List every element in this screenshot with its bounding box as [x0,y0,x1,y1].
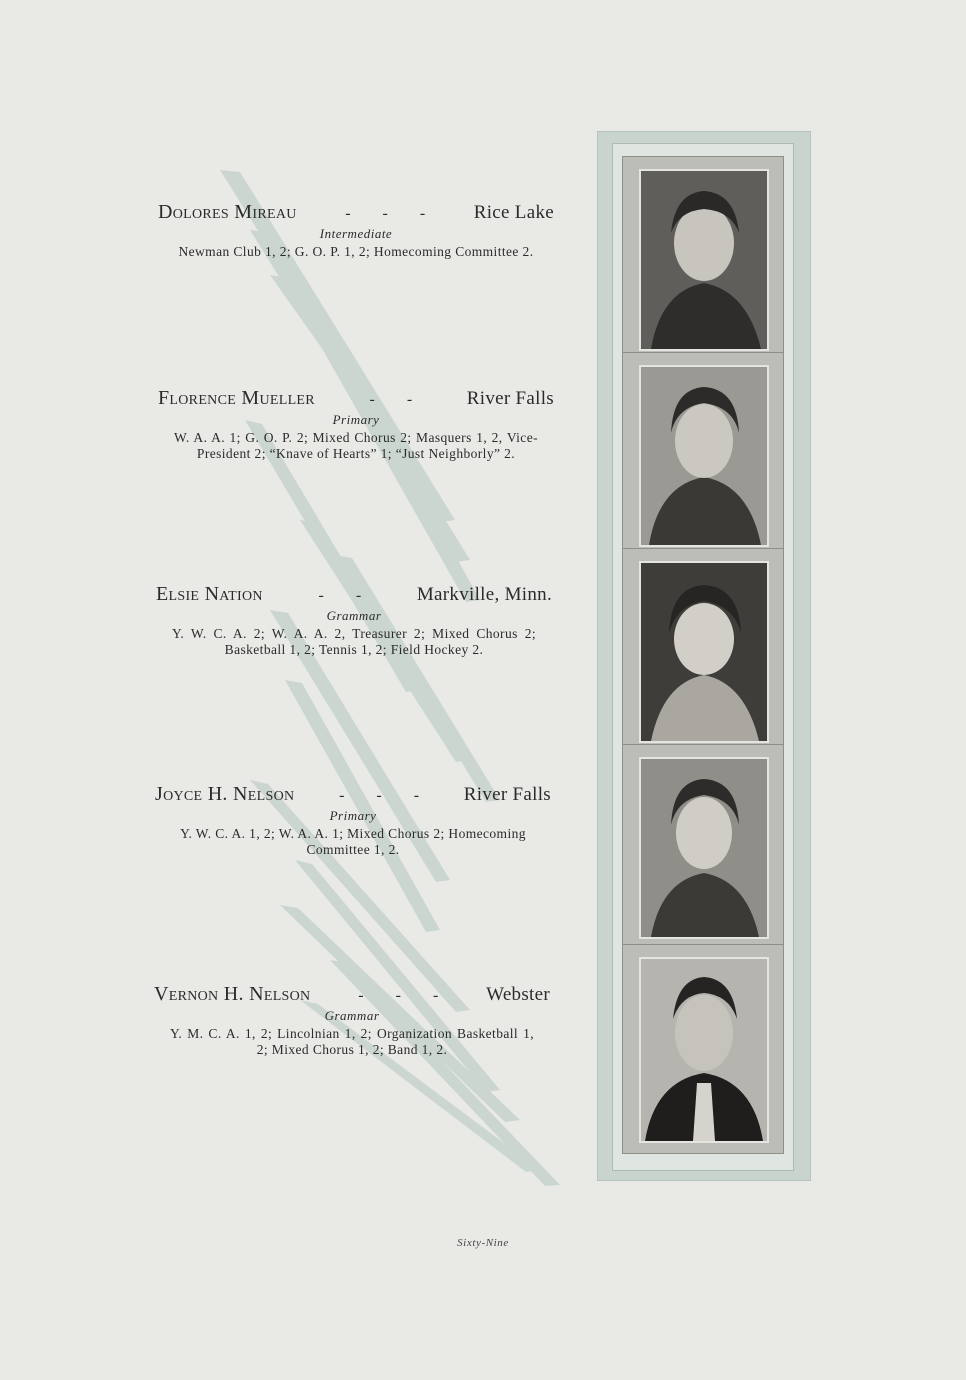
student-entry [155,783,551,858]
separator-dashes: - - - [358,987,453,1004]
separator-dashes: - - - [345,205,440,222]
student-name: Dolores Mireau [158,201,297,223]
student-hometown: Rice Lake [473,202,554,223]
student-name: Elsie Nation [156,583,263,605]
portrait-photo [639,757,769,939]
student-hometown: River Falls [463,784,551,805]
separator-dashes: - - - [339,787,434,804]
student-activities: Y. W. C. A. 1, 2; W. A. A. 1; Mixed Chorus 2; Homecoming Committee 1, 2. [180,826,526,857]
student-name: Florence Mueller [158,387,315,409]
portrait-photo [639,561,769,743]
student-department: Primary [332,412,380,427]
student-activities: W. A. A. 1; G. O. P. 2; Mixed Chorus 2; Masquers 1, 2, Vice-President 2; “Knave of Hearts” 1; “Just Neighborly” 2. [174,430,538,461]
portrait-card [622,944,784,1154]
student-hometown: Webster [486,984,550,1005]
separator-dashes: - - [318,587,376,604]
page-number: Sixty-Nine [457,1237,509,1249]
student-department: Intermediate [319,226,393,241]
student-hometown: River Falls [466,388,554,409]
portrait-card [622,744,784,946]
student-activities: Y. M. C. A. 1, 2; Lincolnian 1, 2; Organization Basketball 1, 2; Mixed Chorus 1, 2; Band 1, 2. [170,1026,534,1057]
student-name: Vernon H. Nelson [154,983,311,1005]
portrait-photo [639,169,769,351]
portrait-card [622,156,784,358]
portrait-card [622,352,784,554]
student-entry [154,983,550,1058]
student-activities: Y. W. C. A. 2; W. A. A. 2, Treasurer 2; Mixed Chorus 2; Basketball 1, 2; Tennis 1, 2; Field Hockey 2. [172,626,536,657]
portrait-photo [639,365,769,547]
student-department: Primary [329,808,377,823]
student-activities: Newman Club 1, 2; G. O. P. 1, 2; Homecoming Committee 2. [178,244,534,259]
student-entry [158,387,554,462]
student-department: Grammar [324,1008,380,1023]
student-entry [156,583,552,658]
student-department: Grammar [326,608,382,623]
student-hometown: Markville, Minn. [416,584,552,605]
separator-dashes: - - [369,391,427,408]
portrait-photo [639,957,769,1143]
portrait-card [622,548,784,750]
student-entry [158,201,554,260]
student-name: Joyce H. Nelson [155,783,295,805]
